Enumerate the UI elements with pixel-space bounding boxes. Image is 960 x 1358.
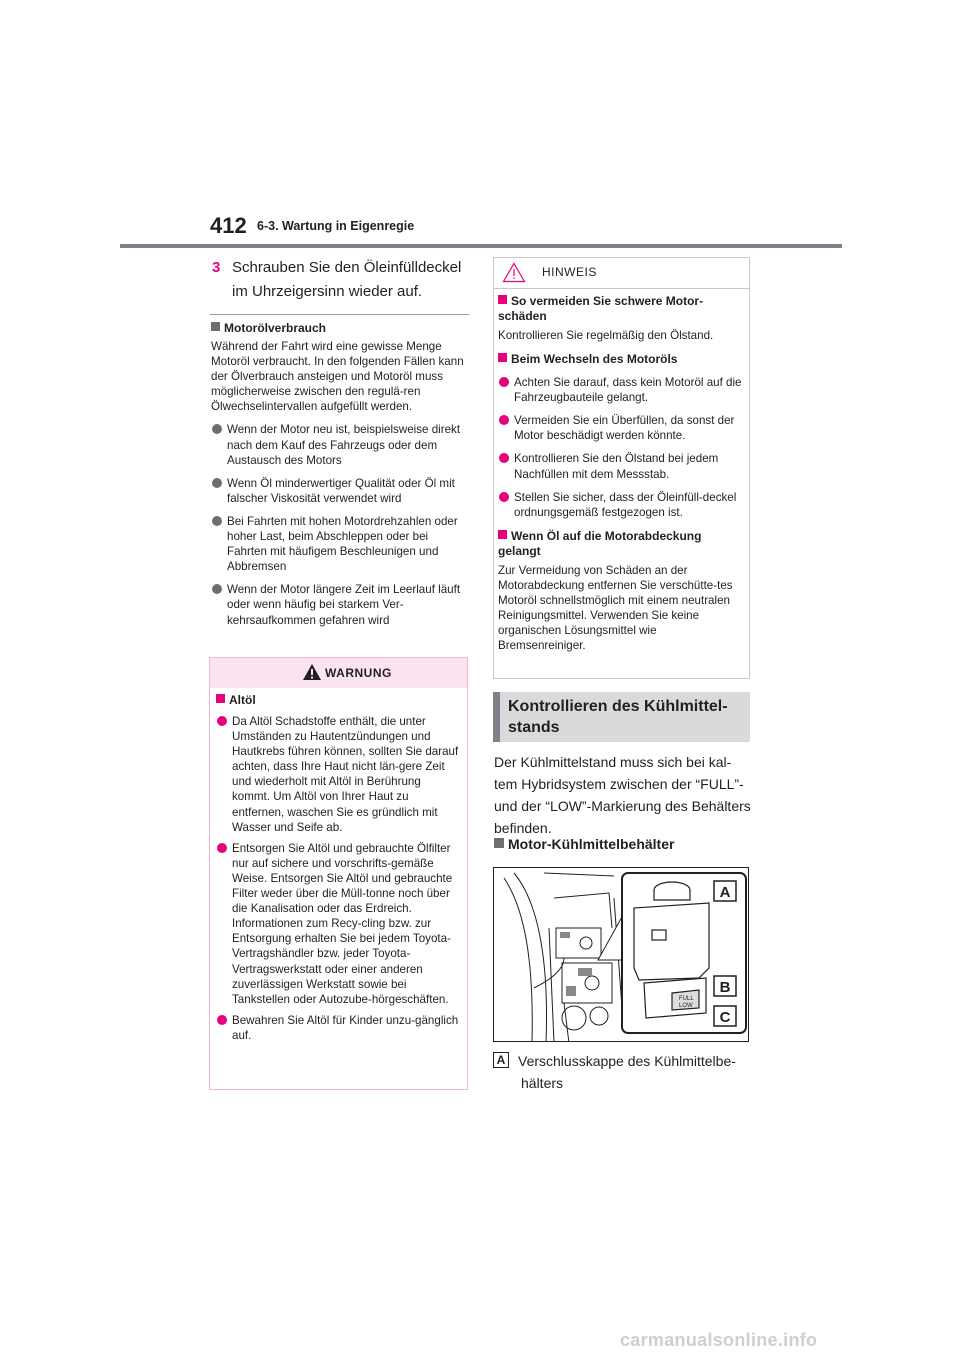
callout-line-2: hälters	[521, 1075, 564, 1091]
square-bullet-icon	[498, 295, 507, 304]
page-number: 412	[210, 213, 247, 238]
step-3	[212, 256, 472, 304]
bullet-icon	[212, 424, 222, 434]
oil-consumption-intro: Während der Fahrt wird eine gewisse Menge Motoröl verbraucht. In den folgenden Fällen kann der Ölverbrauch ansteigen und Motoröl muss möglicherweise zwischen den regulä-ren Ölwechselintervallen aufgefüllt werden.	[211, 340, 464, 414]
bullet-icon	[499, 453, 509, 463]
list-item: Stellen Sie sicher, dass der Öleinfüll-deckel ordnungsgemäß festgezogen ist.	[498, 490, 743, 520]
coolant-reservoir-figure	[493, 867, 749, 1042]
notice-label: HINWEIS	[542, 265, 597, 279]
notice-para-1: Kontrollieren Sie regelmäßig den Ölstand.	[498, 329, 714, 342]
figure-label-a	[714, 881, 736, 901]
callout-a	[493, 1050, 751, 1094]
bullet-icon	[212, 584, 222, 594]
oil-consumption-section	[211, 321, 468, 628]
notice-heading-3: Wenn Öl auf die Motorabdeckung gelangt	[498, 528, 702, 558]
list-item: Wenn der Motor neu ist, beispielsweise direkt nach dem Kauf des Fahrzeugs oder dem Austausch des Motors	[211, 422, 468, 467]
bullet-icon	[217, 716, 227, 726]
list-item: Entsorgen Sie Altöl und gebrauchte Ölfilter nur auf sichere und vorschrifts-gemäße Weise. Entsorgen Sie Altöl und gebrauchte Filter weder über die Müll-tonne noch über die Kanalisation oder das Erdreich. Informationen zum Recy-cling bzw. zur Entsorgung erhalten Sie bei jedem Toyota-Vertragshändler bzw. jeder Toyota-Vertragswerkstatt oder einer anderen zuverlässigen Werkstatt sowie bei Tankstellen oder Autozube-hörgeschäften.	[216, 841, 461, 1007]
bullet-icon	[499, 415, 509, 425]
section-title: 6-3. Wartung in Eigenregie	[257, 219, 415, 233]
bullet-icon	[212, 516, 222, 526]
list-item: Da Altöl Schadstoffe enthält, die unter Umständen zu Hautentzündungen und Hautkrebs führen können, sollten Sie darauf achten, dass Ihre Haut nicht län-gere Zeit und wiederholt mit Altöl in Berührung kommt. Um Altöl von Ihrer Haut zu entfernen, waschen Sie es gründlich mit Wasser und Seife ab.	[216, 714, 461, 835]
list-item: Bei Fahrten mit hohen Motordrehzahlen oder hoher Last, beim Abschleppen oder bei Fahrten mit häufigem Beschleunigen und Abbremsen	[211, 514, 468, 574]
figure-label-c	[714, 1006, 736, 1026]
step-line-2: im Uhrzeigersinn wieder auf.	[232, 283, 423, 300]
list-item: Wenn der Motor längere Zeit im Leerlauf läuft oder wenn häufig bei starkem Ver-kehrsaufkommen gefahren wird	[211, 582, 468, 627]
full-mark: FULL	[679, 996, 694, 1002]
bullet-icon	[217, 1015, 227, 1025]
coolant-text: Der Kühlmittelstand muss sich bei kal-tem Hybridsystem zwischen der “FULL”- und der “LOW”-Markierung des Behälters befinden.	[494, 754, 751, 836]
list-item: Vermeiden Sie ein Überfüllen, da sonst der Motor beschädigt werden könnte.	[498, 413, 743, 443]
warning-label: WARNUNG	[325, 666, 392, 680]
square-bullet-icon	[494, 838, 504, 848]
caution-triangle-icon	[502, 262, 526, 283]
bullet-icon	[499, 377, 509, 387]
notice-heading-1: So vermeiden Sie schwere Motor-schäden	[498, 294, 704, 323]
warning-triangle-icon	[302, 663, 322, 681]
list-item: Achten Sie darauf, dass kein Motoröl auf die Fahrzeugbauteile gelangt.	[498, 375, 743, 405]
engine-bay-illustration	[494, 868, 749, 1042]
square-bullet-icon	[498, 530, 507, 539]
divider	[210, 314, 469, 315]
bullet-icon	[212, 478, 222, 488]
notice-heading-2: Beim Wechseln des Motoröls	[498, 352, 743, 367]
warning-heading: Altöl	[216, 693, 461, 708]
step-number: 3	[212, 259, 221, 276]
square-bullet-icon	[211, 322, 220, 331]
square-bullet-icon	[216, 694, 225, 703]
svg-text:C: C	[719, 1009, 731, 1026]
oil-consumption-heading: Motorölverbrauch	[211, 321, 468, 336]
warning-box	[209, 657, 468, 1090]
square-bullet-icon	[498, 353, 507, 362]
callout-letter: A	[493, 1052, 509, 1068]
bullet-icon	[499, 492, 509, 502]
svg-text:A: A	[719, 884, 731, 901]
coolant-section-heading: Kontrollieren des Kühlmittel-stands	[493, 692, 750, 742]
svg-text:B: B	[719, 979, 731, 996]
step-line-1: Schrauben Sie den Öleinfülldeckel	[232, 259, 462, 276]
list-item: Wenn Öl minderwertiger Qualität oder Öl mit falscher Viskosität verwendet wird	[211, 476, 468, 506]
header-rule	[120, 244, 842, 248]
warning-header	[210, 658, 467, 688]
bullet-icon	[217, 843, 227, 853]
notice-header	[494, 258, 749, 289]
watermark: carmanualsonline.info	[620, 1330, 818, 1350]
callout-line-1: Verschlusskappe des Kühlmittelbe-	[518, 1053, 736, 1069]
list-item: Kontrollieren Sie den Ölstand bei jedem Nachfüllen mit dem Messstab.	[498, 451, 743, 481]
notice-box	[493, 257, 750, 679]
list-item: Bewahren Sie Altöl für Kinder unzu-gänglich auf.	[216, 1013, 461, 1043]
coolant-subheading: Motor-Kühlmittelbehälter	[494, 835, 752, 853]
low-mark: LOW	[679, 1003, 693, 1009]
figure-label-b	[714, 976, 736, 996]
notice-para-3: Zur Vermeidung von Schäden an der Motorabdeckung entfernen Sie verschütte-tes Motoröl schnellstmöglich mit einem neutralen Reinigungsmittel. Verwenden Sie keine organischen Lösungsmittel wie Bremsenreiniger.	[498, 563, 733, 653]
